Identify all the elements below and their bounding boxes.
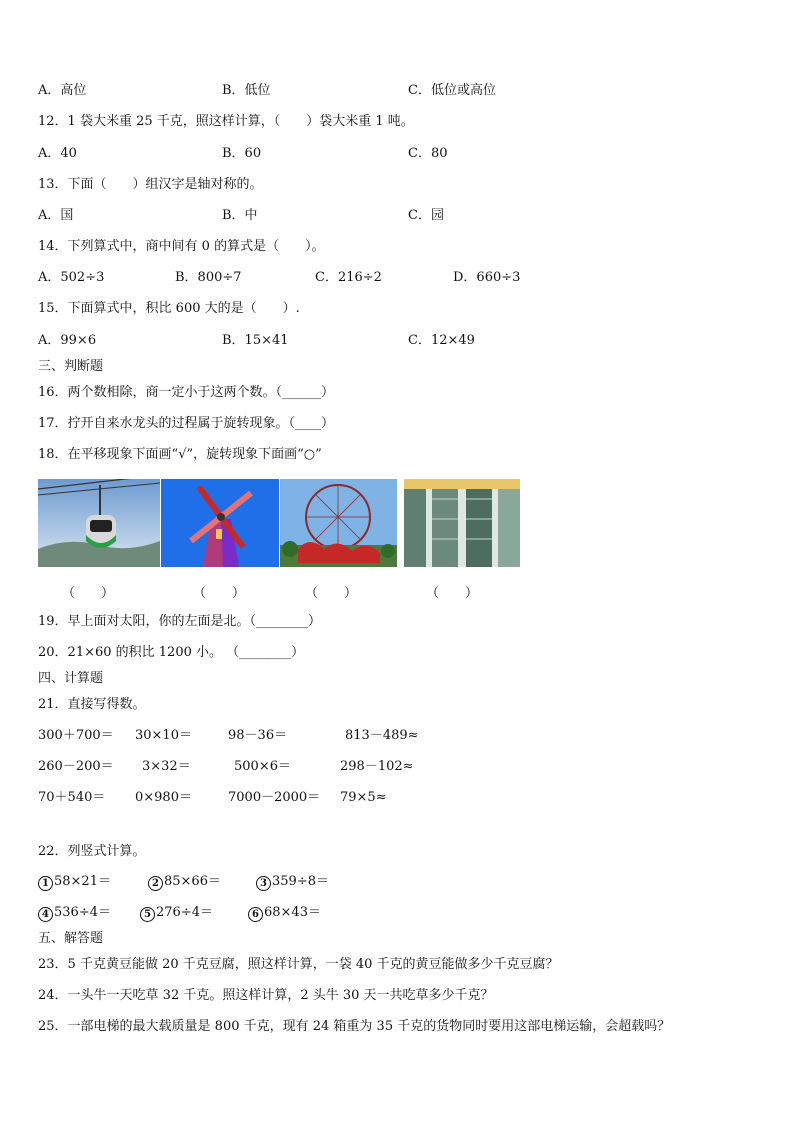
number-badge: 4 (38, 907, 53, 922)
q14-option-d: D．660÷3 (453, 270, 521, 285)
q13-option-b: B．中 (222, 208, 258, 223)
q17-text: 17．拧开自来水龙头的过程属于旋转现象。（____） (38, 416, 335, 431)
q12-text: 12．1 袋大米重 25 千克，照这样计算，（ ）袋大米重 1 吨。 (38, 114, 414, 129)
q22-expression: 359÷8＝ (272, 874, 329, 889)
q18-answer-1[interactable]: （ ） (62, 586, 115, 601)
number-badge: 5 (140, 907, 155, 922)
q22-expression: 536÷4＝ (54, 905, 111, 920)
q15-text: 15．下面算式中，积比 600 大的是（ ）. (38, 301, 300, 316)
ferris-wheel-image (280, 479, 397, 567)
q15-option-c: C．12×49 (408, 333, 475, 348)
q18-answer-3[interactable]: （ ） (305, 586, 358, 601)
q15-option-a: A．99×6 (38, 333, 97, 348)
q22-item (248, 904, 321, 922)
q21-item: 79×5≈ (340, 790, 387, 805)
q22-expression: 276÷4＝ (156, 905, 213, 920)
q21-item: 500×6＝ (234, 759, 291, 774)
q21-item: 813－489≈ (345, 728, 419, 743)
section-heading-word-problems: 五、解答题 (38, 931, 104, 946)
escalator-image (404, 479, 520, 567)
q13-text: 13．下面（ ）组汉字是轴对称的。 (38, 177, 263, 192)
q21-item: 70＋540＝ (38, 790, 106, 805)
q22-expression: 85×66＝ (164, 874, 221, 889)
q18-text: 18．在平移现象下面画“√”，旋转现象下面画“○” (38, 447, 322, 462)
section-heading-calculation: 四、计算题 (38, 671, 104, 686)
q14-option-a: A．502÷3 (38, 270, 105, 285)
q22-item (256, 873, 329, 891)
q14-option-c: C．216÷2 (315, 270, 382, 285)
q21-item: 3×32＝ (142, 759, 191, 774)
q13-option-a: A．国 (38, 208, 74, 223)
q18-answer-2[interactable]: （ ） (193, 586, 246, 601)
q21-item: 300＋700＝ (38, 728, 114, 743)
q24-text: 24．一头牛一天吃草 32 千克。照这样计算，2 头牛 30 天一共吃草多少千克？ (38, 988, 494, 1003)
q21-item: 0×980＝ (135, 790, 192, 805)
q21-item: 298－102≈ (340, 759, 414, 774)
windmill-image (161, 479, 279, 567)
number-badge: 6 (248, 907, 263, 922)
q22-item (38, 873, 111, 891)
q22-item (38, 904, 111, 922)
number-badge: 3 (256, 876, 271, 891)
q14-option-b: B．800÷7 (175, 270, 242, 285)
q14-text: 14．下列算式中，商中间有 0 的算式是（ ）。 (38, 239, 325, 254)
q22-expression: 68×43＝ (264, 905, 321, 920)
q23-text: 23．5 千克黄豆能做 20 千克豆腐，照这样计算，一袋 40 千克的黄豆能做多少千克豆腐？ (38, 957, 559, 972)
number-badge: 1 (38, 876, 53, 891)
q21-item: 7000－2000＝ (228, 790, 321, 805)
q22-expression: 58×21＝ (54, 874, 111, 889)
q15-option-b: B．15×41 (222, 333, 289, 348)
q12-option-a: A．40 (38, 146, 77, 161)
q20-text: 20．21×60 的积比 1200 小。 （________） (38, 645, 305, 660)
q11-option-b: B．低位 (222, 83, 271, 98)
q11-option-a: A．高位 (38, 83, 87, 98)
q13-option-c: C．园 (408, 208, 444, 223)
q18-answer-4[interactable]: （ ） (426, 586, 479, 601)
q22-item (148, 873, 221, 891)
q16-text: 16．两个数相除，商一定小于这两个数。（______） (38, 385, 335, 400)
q22-text: 22．列竖式计算。 (38, 844, 146, 859)
q21-text: 21．直接写得数。 (38, 697, 146, 712)
cable-car-image (38, 479, 160, 567)
section-heading-judgment: 三、判断题 (38, 359, 104, 374)
q21-item: 260－200＝ (38, 759, 114, 774)
q21-item: 98－36＝ (228, 728, 288, 743)
q19-text: 19．早上面对太阳，你的左面是北。（________） (38, 614, 322, 629)
q22-item (140, 904, 213, 922)
q25-text: 25．一部电梯的最大载质量是 800 千克，现有 24 箱重为 35 千克的货物同时要用这部电梯运输，会超载吗？ (38, 1019, 671, 1034)
q12-option-c: C．80 (408, 146, 448, 161)
number-badge: 2 (148, 876, 163, 891)
q11-option-c: C．低位或高位 (408, 83, 496, 98)
q21-item: 30×10＝ (135, 728, 192, 743)
q12-option-b: B．60 (222, 146, 262, 161)
